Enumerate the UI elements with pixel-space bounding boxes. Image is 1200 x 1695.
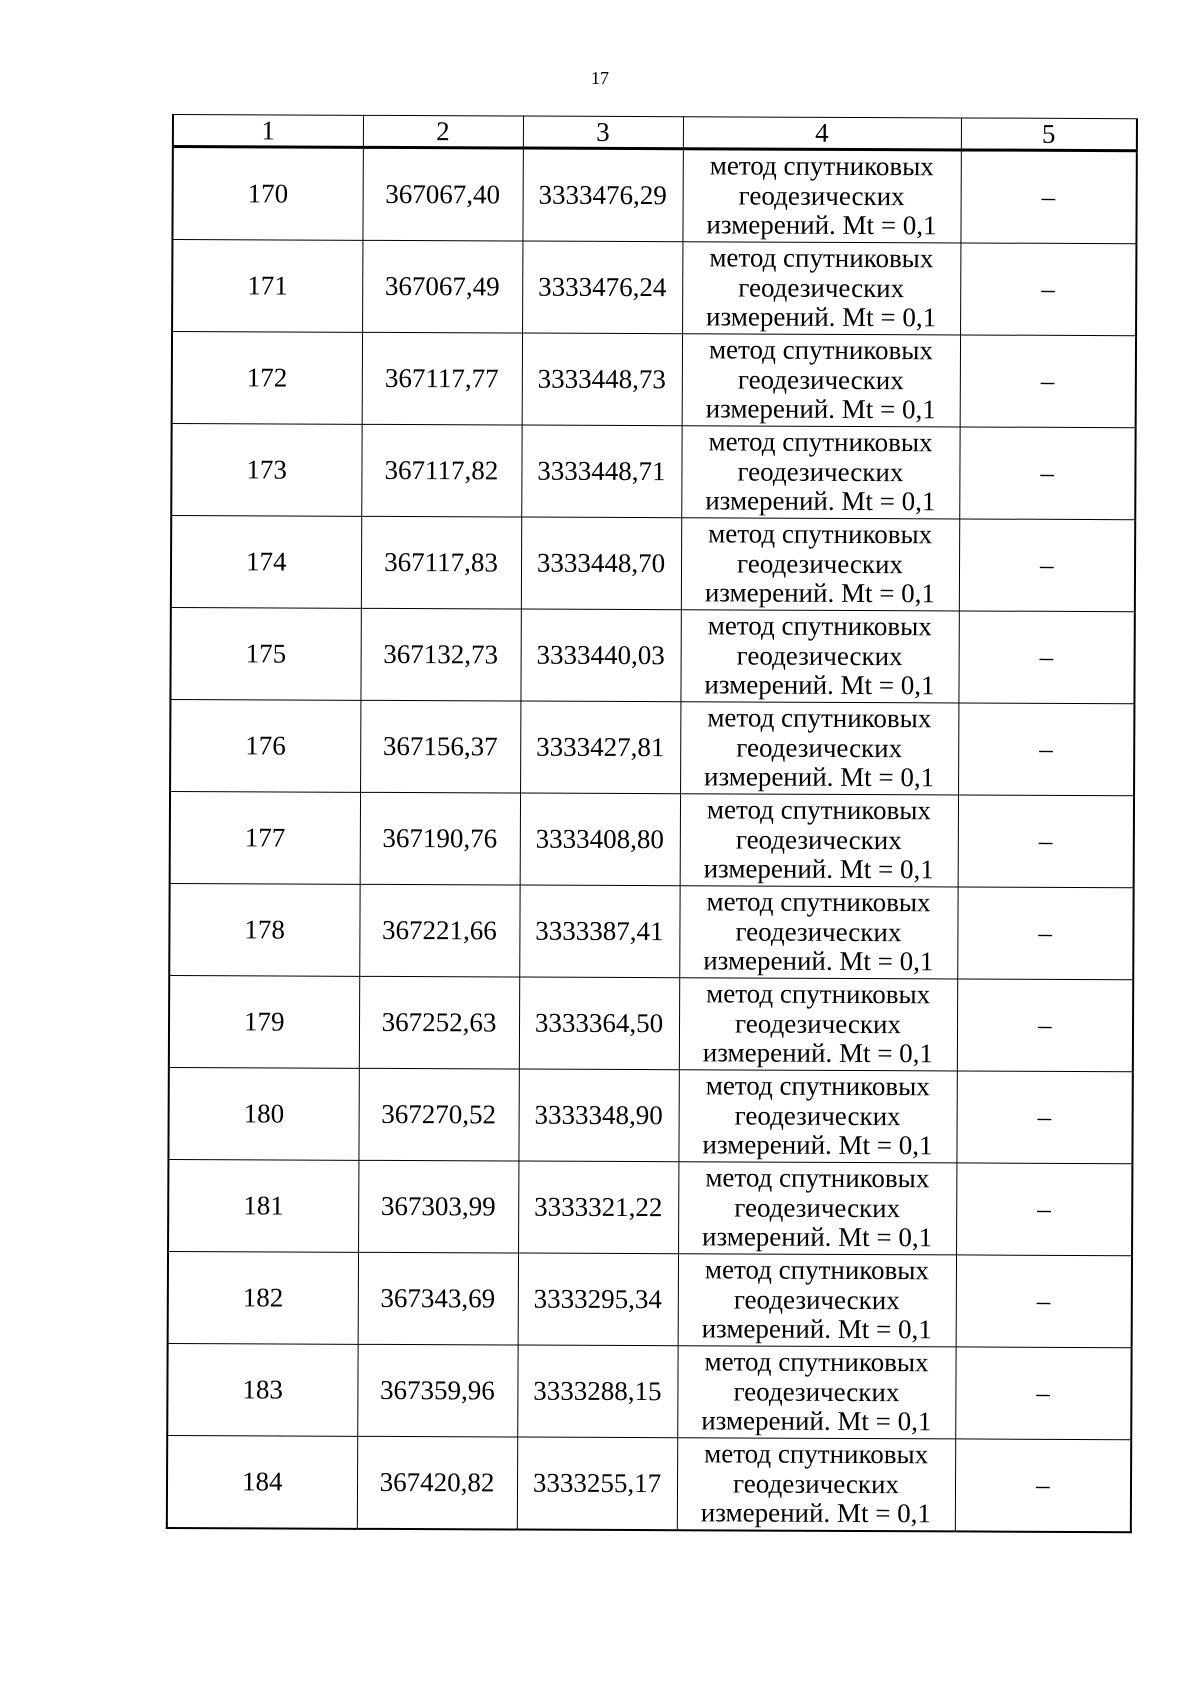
y-coordinate-cell: 3333448,70 (521, 517, 681, 610)
method-line: геодезических (733, 1468, 900, 1499)
note-cell: – (956, 1071, 1132, 1164)
y-coordinate-cell: 3333476,24 (522, 241, 682, 334)
method-line: измерений. Mt = 0,1 (702, 1037, 934, 1069)
method-line: измерений. Mt = 0,1 (702, 1129, 933, 1161)
table-row (167, 1343, 1131, 1439)
method-cell (682, 334, 960, 427)
method-cell (679, 886, 957, 979)
method-cell (681, 518, 959, 611)
x-coordinate-cell: 367067,40 (362, 147, 522, 241)
method-line: метод спутниковых (708, 334, 934, 366)
method-line: измерений. Mt = 0,1 (705, 301, 937, 333)
table-row (169, 975, 1133, 1071)
y-coordinate-cell: 3333387,41 (519, 885, 679, 978)
x-coordinate-cell: 367420,82 (357, 1436, 517, 1529)
method-line: измерений. Mt = 0,1 (706, 209, 937, 241)
method-line: метод спутниковых (704, 1254, 930, 1286)
table-row (170, 607, 1134, 703)
x-coordinate-cell: 367221,66 (359, 884, 519, 977)
method-line: измерений. Mt = 0,1 (705, 485, 936, 517)
method-line: геодезических (735, 1008, 902, 1039)
method-cell (680, 610, 958, 703)
point-number-cell: 182 (168, 1251, 358, 1344)
table-row (172, 240, 1136, 336)
method-line: геодезических (738, 272, 905, 303)
method-line: измерений. Mt = 0,1 (703, 853, 934, 885)
point-number-cell: 177 (170, 791, 360, 884)
method-line: метод спутниковых (706, 794, 932, 826)
header-col-4: 4 (683, 117, 961, 150)
method-cell (682, 149, 960, 243)
point-number-cell: 180 (168, 1067, 358, 1160)
method-line: метод спутниковых (708, 518, 933, 550)
table-row (169, 883, 1133, 979)
y-coordinate-cell: 3333427,81 (520, 701, 680, 794)
note-cell: – (959, 519, 1135, 612)
method-line: геодезических (735, 824, 902, 855)
table-body (167, 147, 1137, 1533)
point-number-cell: 176 (170, 699, 360, 792)
point-number-cell: 174 (171, 516, 361, 609)
x-coordinate-cell: 367132,73 (360, 608, 520, 701)
method-cell (678, 1254, 956, 1347)
y-coordinate-cell: 3333448,71 (521, 425, 681, 518)
method-line: измерений. Mt = 0,1 (703, 945, 934, 977)
x-coordinate-cell: 367303,99 (358, 1160, 518, 1253)
x-coordinate-cell: 367190,76 (360, 792, 520, 885)
x-coordinate-cell: 367343,69 (358, 1252, 518, 1345)
page-number: 17 (591, 68, 609, 88)
method-line: метод спутниковых (704, 1438, 929, 1470)
table-row (171, 424, 1135, 520)
coordinates-table (166, 114, 1138, 1533)
method-line: геодезических (738, 180, 905, 211)
table-row (168, 1159, 1132, 1255)
method-line: метод спутниковых (706, 978, 931, 1010)
table-row (170, 791, 1134, 887)
point-number-cell: 181 (168, 1159, 358, 1252)
method-cell (677, 1346, 955, 1439)
y-coordinate-cell: 3333255,17 (517, 1437, 677, 1530)
y-coordinate-cell: 3333364,50 (519, 977, 679, 1070)
table-row (172, 147, 1136, 244)
y-coordinate-cell: 3333448,73 (522, 333, 682, 426)
point-number-cell: 184 (167, 1435, 357, 1528)
y-coordinate-cell: 3333348,90 (518, 1069, 678, 1162)
x-coordinate-cell: 367117,82 (361, 424, 521, 517)
note-cell: – (957, 887, 1133, 980)
method-line: измерений. Mt = 0,1 (704, 669, 935, 701)
x-coordinate-cell: 367359,96 (357, 1344, 517, 1437)
method-cell (678, 1162, 956, 1255)
method-line: метод спутниковых (708, 426, 933, 458)
table-row (167, 1435, 1131, 1532)
y-coordinate-cell: 3333408,80 (520, 793, 680, 886)
note-cell: – (958, 611, 1134, 704)
point-number-cell: 175 (170, 607, 360, 700)
y-coordinate-cell: 3333440,03 (520, 609, 680, 702)
note-cell: – (955, 1347, 1131, 1440)
method-line: метод спутниковых (705, 1070, 930, 1102)
method-line: измерений. Mt = 0,1 (704, 577, 936, 609)
point-number-cell: 172 (172, 332, 362, 425)
method-line: геодезических (733, 1284, 900, 1315)
point-number-cell: 179 (169, 975, 359, 1068)
method-cell (679, 978, 957, 1071)
method-line: метод спутниковых (709, 150, 934, 182)
method-line: геодезических (737, 364, 904, 395)
y-coordinate-cell: 3333295,34 (518, 1253, 678, 1346)
method-line: метод спутниковых (704, 1346, 929, 1378)
method-cell (682, 242, 960, 335)
point-number-cell: 171 (172, 240, 362, 333)
method-cell (681, 426, 959, 519)
method-cell (680, 794, 958, 887)
method-line: измерений. Mt = 0,1 (701, 1313, 932, 1345)
note-cell: – (957, 979, 1133, 1072)
method-line: геодезических (737, 548, 904, 579)
note-cell: – (956, 1255, 1132, 1348)
point-number-cell: 178 (169, 883, 359, 976)
header-col-3: 3 (523, 116, 683, 149)
method-line: измерений. Mt = 0,1 (705, 393, 936, 425)
note-cell: – (956, 1163, 1132, 1256)
header-row (173, 115, 1137, 151)
table-row (170, 699, 1134, 795)
header-col-1: 1 (173, 115, 363, 148)
method-line: геодезических (736, 732, 903, 763)
method-line: метод спутниковых (707, 702, 932, 734)
method-line: геодезических (734, 1192, 901, 1223)
note-cell: – (960, 335, 1136, 428)
method-line: метод спутниковых (707, 610, 932, 642)
method-line: метод спутниковых (706, 886, 931, 918)
y-coordinate-cell: 3333476,29 (522, 148, 682, 242)
x-coordinate-cell: 367252,63 (359, 976, 519, 1069)
y-coordinate-cell: 3333321,22 (518, 1161, 678, 1254)
x-coordinate-cell: 367270,52 (358, 1068, 518, 1161)
point-number-cell: 170 (172, 147, 362, 241)
method-line: геодезических (736, 640, 903, 671)
note-cell: – (960, 150, 1136, 244)
point-number-cell: 183 (167, 1343, 357, 1436)
note-cell: – (958, 703, 1134, 796)
note-cell: – (955, 1439, 1131, 1532)
method-cell (678, 1070, 956, 1163)
table-row (168, 1251, 1132, 1347)
table-row (172, 332, 1136, 428)
method-line: измерений. Mt = 0,1 (703, 761, 935, 793)
header-col-2: 2 (363, 115, 523, 148)
method-line: геодезических (737, 456, 904, 487)
x-coordinate-cell: 367156,37 (360, 700, 520, 793)
x-coordinate-cell: 367117,77 (362, 332, 522, 425)
note-cell: – (959, 427, 1135, 520)
method-line: измерений. Mt = 0,1 (700, 1497, 932, 1529)
y-coordinate-cell: 3333288,15 (517, 1345, 677, 1438)
method-cell (677, 1438, 955, 1532)
method-line: метод спутниковых (705, 1162, 930, 1194)
note-cell: – (960, 243, 1136, 336)
table-row (168, 1067, 1132, 1163)
method-cell (680, 702, 958, 795)
x-coordinate-cell: 367067,49 (362, 240, 522, 333)
method-line: геодезических (735, 916, 902, 947)
table-row (171, 516, 1135, 612)
method-line: измерений. Mt = 0,1 (701, 1405, 932, 1437)
x-coordinate-cell: 367117,83 (361, 516, 521, 609)
table-header (173, 115, 1137, 151)
method-line: геодезических (734, 1100, 901, 1131)
point-number-cell: 173 (171, 424, 361, 517)
method-line: измерений. Mt = 0,1 (701, 1221, 933, 1253)
method-line: метод спутниковых (709, 242, 934, 274)
header-col-5: 5 (961, 118, 1137, 151)
method-line: геодезических (733, 1376, 900, 1407)
note-cell: – (958, 795, 1134, 888)
